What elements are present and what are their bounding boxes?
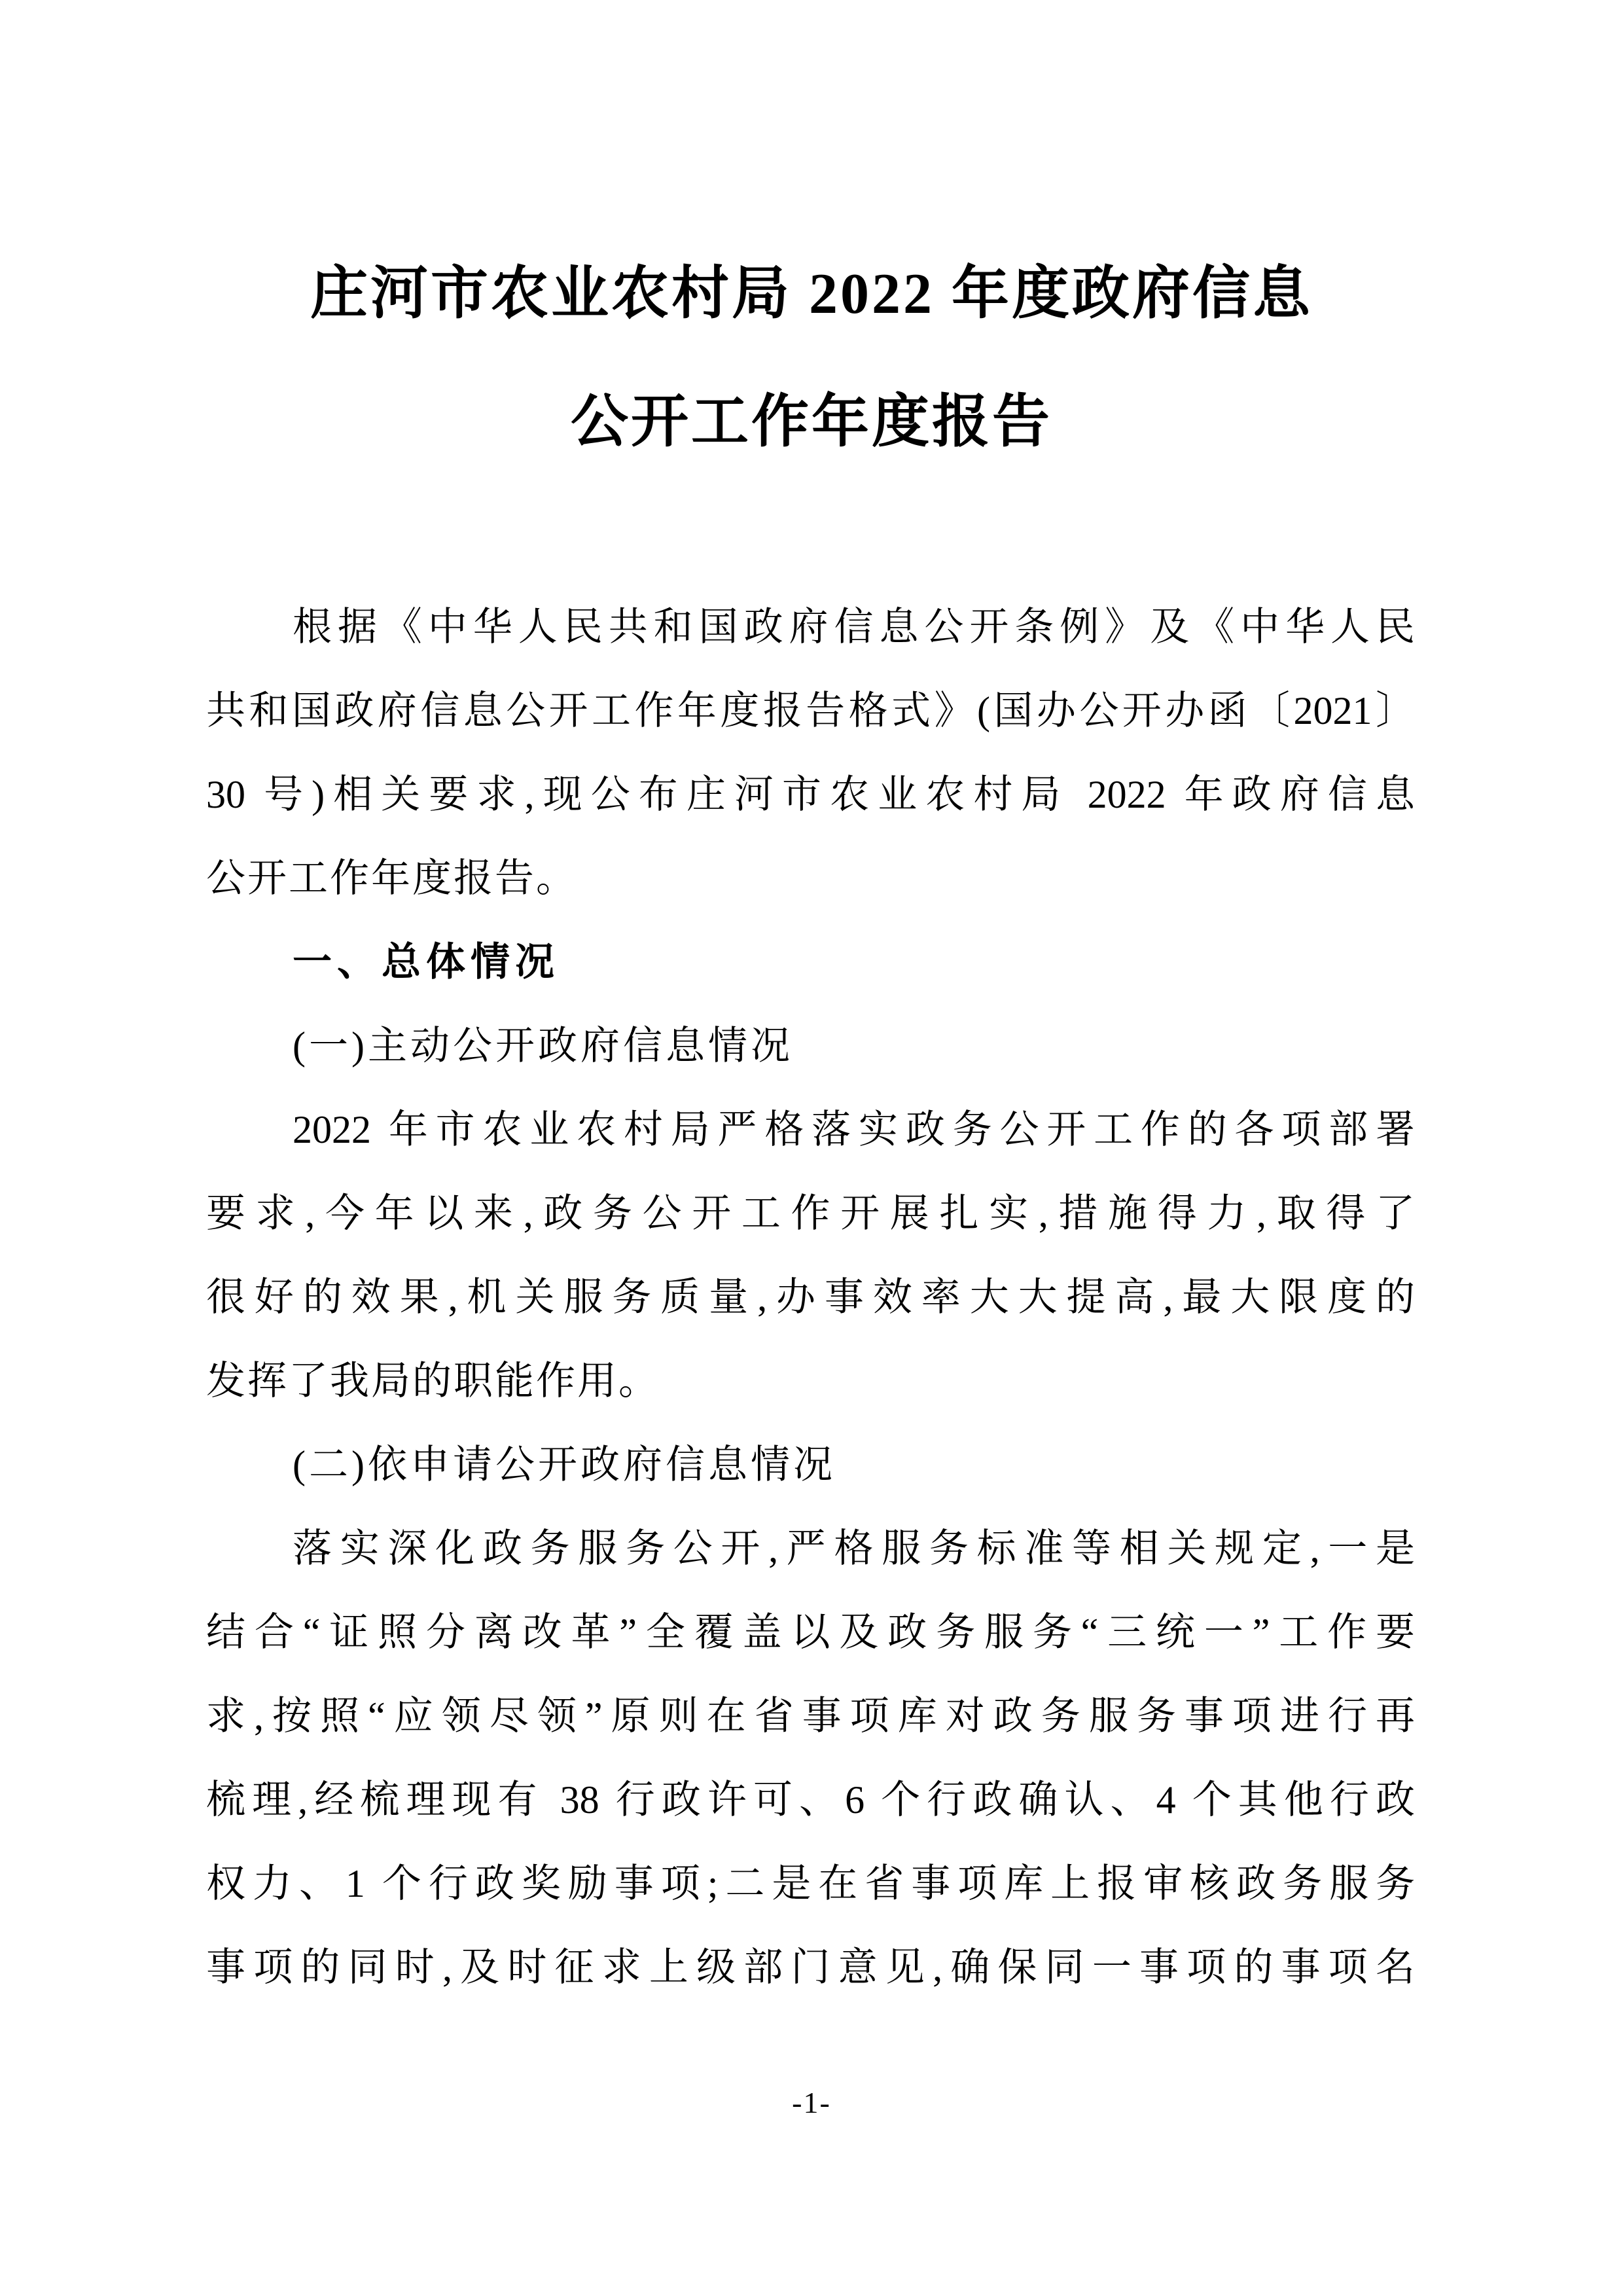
body-line: 落实深化政务服务公开,严格服务标准等相关规定,一是 — [293, 1527, 1415, 1570]
body-line: 2022 年市农业农村局严格落实政务公开工作的各项部署 — [293, 1108, 1415, 1151]
document-title-line-2: 公开工作年度报告 — [570, 391, 1052, 454]
subsection-heading: (二)依申请公开政府信息情况 — [293, 1443, 836, 1486]
body-line: 梳理,经梳理现有 38 行政许可、6 个行政确认、4 个其他行政 — [206, 1778, 1415, 1821]
document-body — [0, 585, 1623, 2009]
body-line: 很好的效果,机关服务质量,办事效率大大提高,最大限度的 — [206, 1276, 1415, 1319]
body-line: 公开工作年度报告。 — [206, 857, 577, 900]
document-title — [0, 0, 1623, 487]
body-line: 30 号)相关要求,现公布庄河市农业农村局 2022 年政府信息 — [206, 773, 1415, 816]
body-line: 求,按照“应领尽领”原则在省事项库对政务服务事项进行再 — [206, 1695, 1415, 1738]
body-line: 要求,今年以来,政务公开工作开展扎实,措施得力,取得了 — [206, 1192, 1415, 1235]
section-heading: 一、总体情况 — [293, 940, 560, 984]
body-line: 权力、1 个行政奖励事项;二是在省事项库上报审核政务服务 — [206, 1862, 1415, 1905]
body-line: 根据《中华人民共和国政府信息公开条例》及《中华人民 — [293, 605, 1415, 649]
body-line: 结合“证照分离改革”全覆盖以及政务服务“三统一”工作要 — [206, 1611, 1415, 1654]
subsection-heading: (一)主动公开政府信息情况 — [293, 1024, 793, 1067]
document-title-line-1: 庄河市农业农村局 2022 年度政府信息 — [310, 262, 1313, 326]
page-number: -1- — [792, 2086, 831, 2119]
body-line: 事项的同时,及时征求上级部门意见,确保同一事项的事项名 — [206, 1946, 1415, 1989]
body-line: 共和国政府信息公开工作年度报告格式》(国办公开办函〔2021〕 — [206, 689, 1415, 732]
body-line: 发挥了我局的职能作用。 — [206, 1359, 660, 1403]
